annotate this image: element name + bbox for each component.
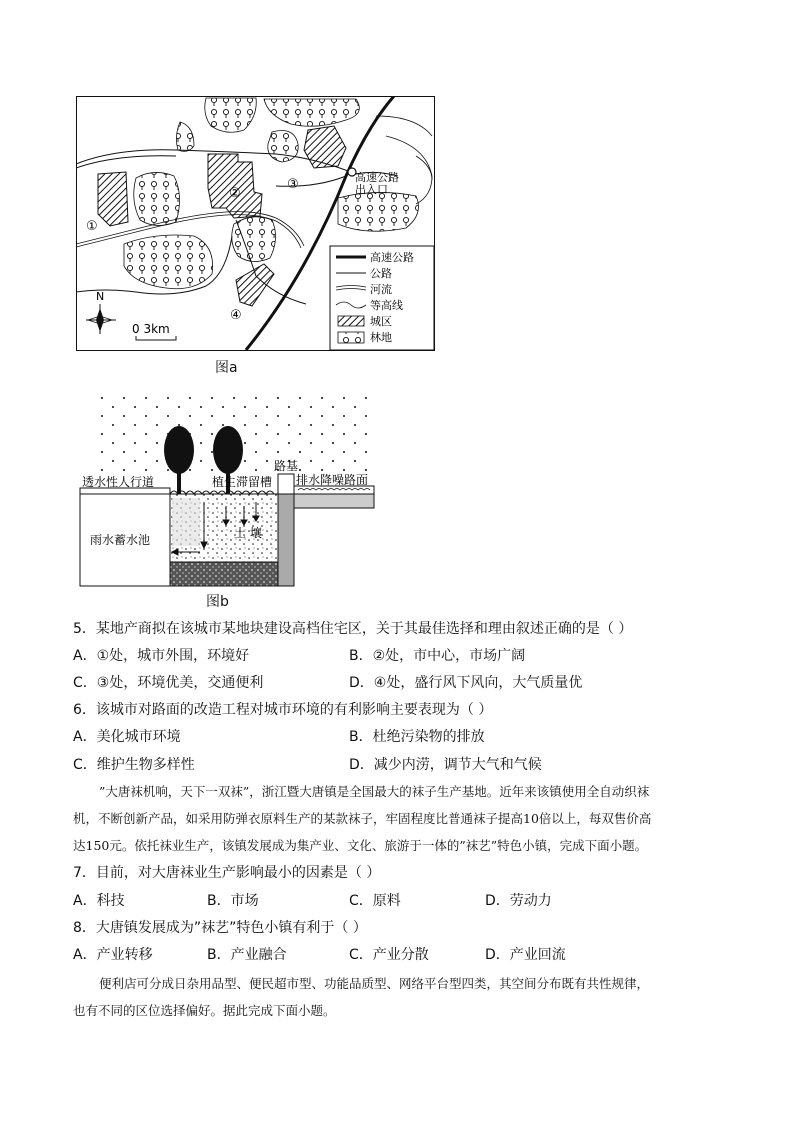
question-7-stem: 7．目前，对大唐袜业生产影响最小的因素是（ ） — [73, 865, 381, 881]
q8-option-b[interactable]: B．产业融合 — [207, 947, 287, 963]
passage-1 — [73, 778, 733, 859]
q8-option-d[interactable]: D．产业回流 — [485, 947, 566, 963]
marker-2: ② — [229, 186, 241, 201]
figure-a-caption: 图a — [215, 360, 238, 376]
legend — [330, 246, 434, 350]
passage-2-line-2: 也有不同的区位选择偏好。据此完成下面小题。 — [73, 1003, 336, 1018]
legend-road: 公路 — [370, 267, 392, 280]
label-planting-trench: 植生滞留槽 — [212, 475, 273, 489]
marker-3: ③ — [287, 177, 299, 192]
q5-option-b[interactable]: B．②处，市中心，市场广阔 — [349, 648, 526, 664]
q6-option-c[interactable]: C．维护生物多样性 — [73, 757, 195, 773]
passage-1-line-2: 机，不断创新产品，如采用防弹衣原料生产的某款袜子，牢固程度比普通袜子提高10倍以上，每双售价高 — [73, 811, 652, 826]
scale-label: 0 3km — [132, 322, 170, 336]
label-rain-tank: 雨水蓄水池 — [90, 533, 151, 547]
q5-option-a[interactable]: A．①处，城市外围，环境好 — [73, 648, 250, 664]
figure-b-caption: 图b — [206, 594, 229, 610]
label-drainage-road: 排水降噪路面 — [296, 473, 369, 487]
q8-option-c[interactable]: C．产业分散 — [349, 947, 429, 963]
q6-option-a[interactable]: A．美化城市环境 — [73, 729, 181, 745]
entrance-label-line2: 出入口 — [355, 183, 388, 196]
legend-river: 河流 — [370, 283, 392, 296]
gravel-layer — [170, 562, 278, 586]
q6-option-d[interactable]: D．减少内涝，调节大气和气候 — [349, 757, 542, 773]
passage-1-line-3: 达150元。依托袜业生产，该镇发展成为集产业、文化、旅游于一体的”袜艺”特色小镇，完成下面小题。 — [73, 838, 648, 853]
q7-option-a[interactable]: A．科技 — [73, 893, 125, 909]
question-6-stem: 6．该城市对路面的改造工程对城市环境的有利影响主要表现为（ ） — [73, 702, 493, 718]
passage-2 — [73, 970, 733, 1024]
figure-b-diagram — [76, 394, 380, 590]
passage-1-line-1: ”大唐袜机响，天下一双袜”，浙江暨大唐镇是全国最大的袜子生产基地。近年来该镇使用全自动织袜 — [99, 784, 650, 799]
legend-forest: 林地 — [370, 331, 392, 344]
north-label: N — [96, 290, 105, 303]
q7-option-c[interactable]: C．原料 — [349, 893, 401, 909]
label-sidewalk: 透水性人行道 — [82, 475, 155, 489]
passage-2-line-1: 便利店可分成日杂用品型、便民超市型、功能品质型、网络平台型四类，其空间分布既有共性规律， — [99, 976, 650, 991]
q5-option-c[interactable]: C．③处，环境优美，交通便利 — [73, 675, 264, 691]
marker-4: ④ — [230, 308, 242, 323]
legend-highway: 高速公路 — [370, 251, 414, 264]
marker-1: ① — [86, 219, 98, 234]
label-roadbed: 路基 — [274, 459, 299, 473]
question-8-stem: 8．大唐镇发展成为”袜艺”特色小镇有利于（ ） — [73, 920, 367, 936]
q5-option-d[interactable]: D．④处，盛行风下风向，大气质量优 — [349, 675, 583, 691]
figure-a-map — [76, 96, 436, 352]
q7-option-d[interactable]: D．劳动力 — [485, 893, 552, 909]
question-5-stem: 5．某地产商拟在该城市某地块建设高档住宅区，关于其最佳选择和理由叙述正确的是（ ） — [73, 621, 633, 637]
roadbed — [278, 474, 294, 494]
q6-option-b[interactable]: B．杜绝污染物的排放 — [349, 729, 485, 745]
legend-urban: 城区 — [370, 315, 392, 328]
q8-option-a[interactable]: A．产业转移 — [73, 947, 153, 963]
q7-option-b[interactable]: B．市场 — [207, 893, 259, 909]
legend-contour: 等高线 — [370, 299, 403, 312]
label-soil: 土 壤 — [234, 526, 262, 540]
entrance-label-line1: 高速公路 — [355, 171, 399, 184]
